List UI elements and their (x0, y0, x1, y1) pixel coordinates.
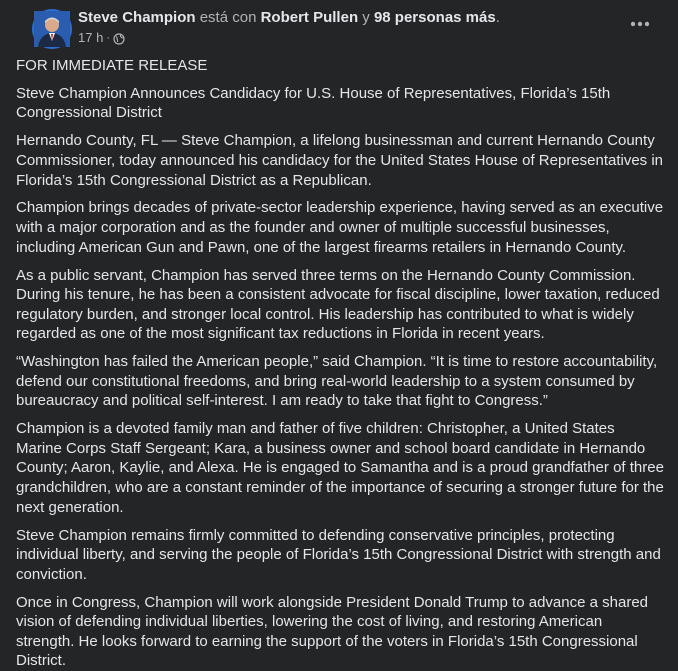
title-period: . (495, 9, 500, 26)
post-body (16, 50, 664, 671)
with-connector-text: está con (199, 9, 257, 26)
post-paragraph: Champion brings decades of private-sector leadership experience, having served as an executive with a major corporation and as the founder and owner of multiple successful businesses, including American Gun and Pawn, one of the largest firearms retailers in Hernando County. (16, 199, 664, 256)
post-title-line (78, 8, 616, 28)
post-paragraph: Steve Champion Announces Candidacy for U.S. House of Representatives, Florida’s 15th Congressional District (16, 84, 611, 122)
post-paragraph: Champion is a devoted family man and father of five children: Christopher, a United States Marine Corps Staff Sergeant; Kara, a business owner and school board candidate in Hernando County; Aaron, Kaylie, and Alexa. He is engaged to Samantha and is a proud grandfather of three grandchildren, who are a constant reminder of the importance of securing a stronger future for the next generation. (16, 420, 664, 516)
more-options-icon (630, 21, 650, 27)
post-paragraph: Steve Champion remains firmly committed to defending conservative principles, protecting individual liberty, and serving the people of Florida’s 15th Congressional District with strength and conviction. (16, 526, 661, 583)
post-paragraph: Once in Congress, Champion will work alongside President Donald Trump to advance a shared vision of defending individual liberties, lowering the cost of living, and restoring American strength. He looks forward to earning the support of the voters in Florida’s 15th Congressional District. (16, 593, 648, 670)
more-options-button[interactable] (628, 12, 652, 36)
author-avatar[interactable] (32, 9, 72, 49)
and-connector-text: y (362, 9, 370, 26)
post-paragraph: As a public servant, Champion has served three terms on the Hernando County Commission. During his tenure, he has been a consistent advocate for fiscal discipline, lower taxation, reduced regulatory burden, and stronger local control. His leadership has contributed to what is widely regarded as one of the most significant tax reductions in Florida in recent years. (16, 266, 660, 343)
author-name-link[interactable]: Steve Champion (78, 9, 196, 26)
globe-icon[interactable] (113, 32, 125, 44)
avatar-portrait-icon (34, 11, 70, 47)
post-paragraph: FOR IMMEDIATE RELEASE (16, 57, 208, 74)
tagged-person-link[interactable]: Robert Pullen (260, 9, 359, 26)
others-tagged-link[interactable]: 98 personas más (373, 9, 496, 26)
post-meta (78, 8, 616, 47)
post-paragraph: Hernando County, FL — Steve Champion, a lifelong businessman and current Hernando County Commissioner, today announced his candidacy for the United States House of Representatives in Florida’s 15th Congressional District as a Republican. (16, 132, 664, 189)
post-timestamp-link[interactable]: 17 h (78, 30, 104, 45)
post-paragraph: “Washington has failed the American people,” said Champion. “It is time to restore accountability, defend our constitutional freedoms, and bring real-world leadership to a system consumed by bureaucracy and political self-interest. I am ready to take that fight to Congress.” (16, 353, 658, 410)
subline-separator: · (106, 32, 110, 44)
post-header (16, 0, 664, 50)
post-subline (78, 29, 616, 47)
